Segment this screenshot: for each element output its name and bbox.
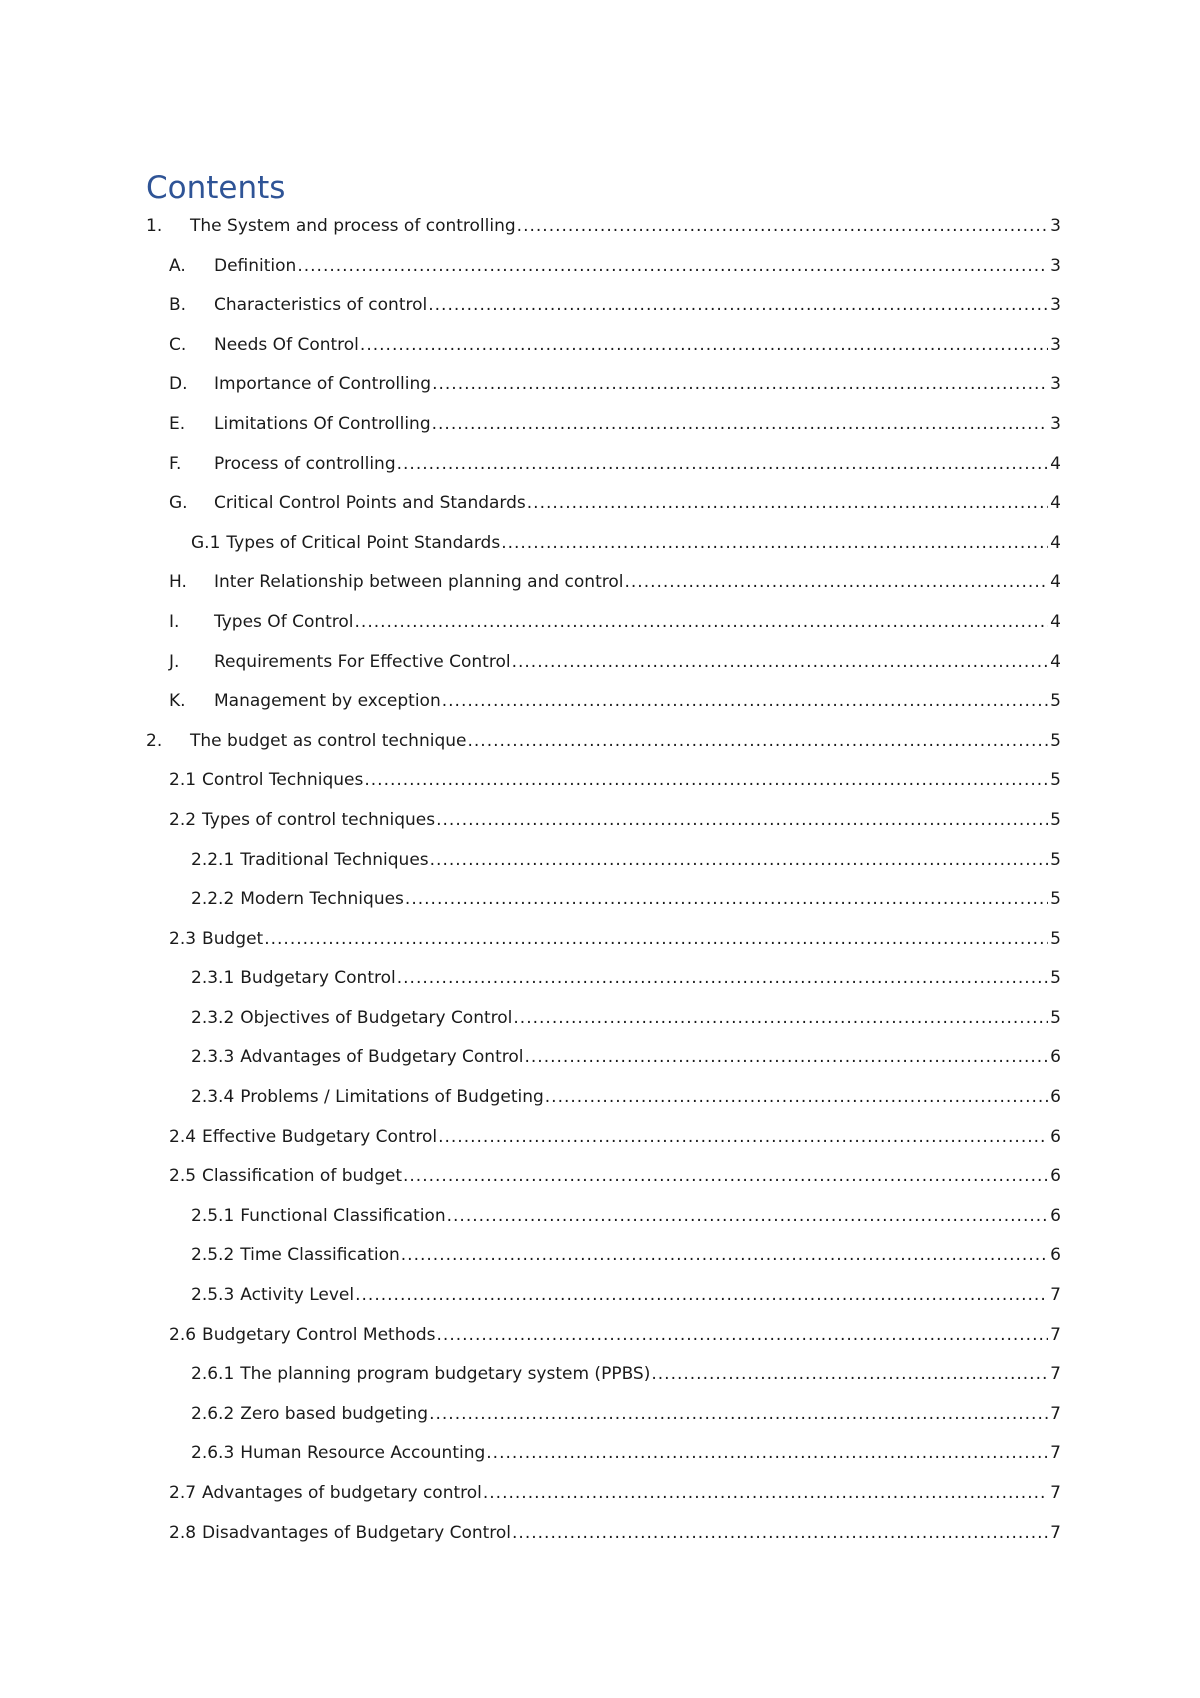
toc-dot-leader [429,1395,1048,1435]
toc-entry-title: Functional Classification [240,1205,446,1226]
toc-page-number: 5 [1050,770,1061,791]
toc-entry-title: Types of Critical Point Standards [226,532,501,553]
toc-entry[interactable] [146,1395,1061,1435]
toc-page-number: 5 [1050,809,1061,830]
toc-entry[interactable] [146,563,1061,603]
toc-dot-leader [355,1276,1048,1316]
toc-entry-title: Time Classification [240,1245,400,1266]
toc-dot-leader [430,841,1049,881]
toc-entry[interactable] [146,445,1061,485]
toc-entry-number: C. [169,334,187,355]
toc-entry-number: 2.3 [169,928,197,949]
toc-entry[interactable] [146,880,1061,920]
toc-entry-number: H. [169,572,187,593]
toc-entry-title: Importance of Controlling [214,374,432,395]
toc-dot-leader [467,722,1048,762]
toc-entry-number: 2.5.3 [191,1285,235,1306]
toc-entry-number: 2.3.4 [191,1087,235,1108]
toc-dot-leader [486,1434,1048,1474]
toc-entry-title: Classification of budget [202,1166,402,1187]
toc-dot-leader [436,801,1048,841]
toc-entry-number: 1. [146,216,163,236]
toc-page-number: 5 [1050,928,1061,949]
toc-entry-title: Control Techniques [202,770,364,791]
toc-entry-title: Advantages of Budgetary Control [240,1047,524,1068]
toc-entry-number: F. [169,453,182,474]
toc-entry[interactable] [146,1355,1061,1395]
toc-dot-leader [545,1078,1048,1118]
toc-entry-title: The planning program budgetary system (PPBS) [240,1364,651,1385]
toc-entry[interactable] [146,365,1061,405]
toc-entry-number: 2.4 [169,1126,197,1147]
toc-page-number: 4 [1050,453,1061,474]
toc-entry-number: K. [169,691,186,712]
table-of-contents [146,207,1061,1553]
toc-entry-title: Effective Budgetary Control [202,1126,438,1147]
toc-entry-title: Types Of Control [214,611,354,632]
toc-entry-title: Process of controlling [214,453,396,474]
toc-entry-number: 2.6.3 [191,1443,235,1464]
toc-entry-title: The System and process of controlling [190,216,516,236]
toc-entry[interactable] [146,326,1061,366]
toc-entry[interactable] [146,286,1061,326]
toc-dot-leader [624,563,1048,603]
toc-entry[interactable] [146,207,1061,247]
toc-entry-number: 2.3.2 [191,1007,235,1028]
toc-entry[interactable] [146,682,1061,722]
toc-entry-number: G. [169,493,188,514]
toc-page-number: 5 [1050,691,1061,712]
toc-dot-leader [355,603,1049,643]
toc-entry-number: E. [169,413,186,434]
toc-entry[interactable] [146,1276,1061,1316]
toc-entry-title: Limitations Of Controlling [214,413,431,434]
toc-entry-number: 2.6.2 [191,1403,235,1424]
toc-page-number: 5 [1050,1007,1061,1028]
toc-entry-number: B. [169,295,187,316]
toc-page-number: 3 [1050,255,1061,276]
toc-page-number: 6 [1050,1087,1061,1108]
toc-entry-number: 2.2.2 [191,889,235,910]
toc-page-number: 6 [1050,1166,1061,1187]
toc-entry[interactable] [146,761,1061,801]
toc-entry-number: 2.6.1 [191,1364,235,1385]
toc-entry[interactable] [146,1038,1061,1078]
toc-page-number: 7 [1050,1483,1061,1503]
toc-entry-number: D. [169,374,188,395]
toc-entry-number: 2.6 [169,1324,197,1345]
toc-entry[interactable] [146,1316,1061,1356]
toc-page-number: 6 [1050,1047,1061,1068]
toc-dot-leader [364,761,1048,801]
toc-entry[interactable] [146,1236,1061,1276]
toc-page-number: 7 [1050,1364,1061,1385]
toc-entry[interactable] [146,643,1061,683]
toc-entry-title: Objectives of Budgetary Control [240,1007,513,1028]
toc-page-number: 4 [1050,493,1061,514]
toc-page-number: 3 [1050,216,1061,236]
toc-entry-title: Critical Control Points and Standards [214,493,526,514]
toc-page-number: 3 [1050,374,1061,395]
toc-entry-title: Budget [202,928,264,949]
toc-entry-title: Needs Of Control [214,334,359,355]
toc-entry-title: Problems / Limitations of Budgeting [240,1087,544,1108]
toc-page-number: 5 [1050,968,1061,989]
toc-entry-number: 2.7 [169,1483,197,1503]
toc-entry[interactable] [146,1514,1061,1554]
toc-page-number: 5 [1050,849,1061,870]
toc-dot-leader [403,1157,1048,1197]
toc-heading: Contents [146,170,286,206]
toc-page-number: 5 [1050,730,1061,751]
toc-page-number: 4 [1050,532,1061,553]
toc-page-number: 7 [1050,1285,1061,1306]
toc-entry[interactable] [146,722,1061,762]
toc-entry[interactable] [146,405,1061,445]
toc-dot-leader [437,1316,1049,1356]
toc-entry-number: 2.5.1 [191,1205,235,1226]
toc-entry-title: Traditional Techniques [240,849,429,870]
toc-page-number: 5 [1050,889,1061,910]
toc-page-number: 7 [1050,1403,1061,1424]
toc-dot-leader [525,1038,1049,1078]
toc-page-number: 6 [1050,1205,1061,1226]
toc-entry-title: Requirements For Effective Control [214,651,511,672]
toc-entry[interactable] [146,1197,1061,1237]
toc-entry-number: I. [169,611,180,632]
toc-page-number: 4 [1050,651,1061,672]
toc-page-number: 3 [1050,413,1061,434]
toc-entry-title: The budget as control technique [190,730,467,751]
toc-dot-leader [428,286,1048,326]
toc-entry[interactable] [146,247,1061,287]
toc-entry[interactable] [146,484,1061,524]
toc-page-number: 3 [1050,295,1061,316]
toc-entry[interactable] [146,1078,1061,1118]
toc-entry[interactable] [146,603,1061,643]
toc-entry[interactable] [146,959,1061,999]
toc-entry-title: Definition [214,255,297,276]
toc-dot-leader [438,1118,1048,1158]
toc-page-number: 7 [1050,1324,1061,1345]
toc-entry-number: 2. [146,730,163,751]
toc-entry[interactable] [146,999,1061,1039]
toc-entry[interactable] [146,1118,1061,1158]
toc-dot-leader [264,920,1048,960]
toc-dot-leader [442,682,1048,722]
toc-entry[interactable] [146,1434,1061,1474]
toc-dot-leader [432,405,1049,445]
toc-dot-leader [397,445,1049,485]
toc-entry-number: G.1 [191,532,221,553]
toc-page-number: 7 [1050,1522,1061,1543]
toc-entry[interactable] [146,841,1061,881]
toc-entry-number: 2.2 [169,809,197,830]
toc-dot-leader [651,1355,1048,1395]
toc-entry[interactable] [146,920,1061,960]
toc-dot-leader [483,1474,1048,1514]
toc-entry-title: Disadvantages of Budgetary Control [202,1522,512,1543]
toc-dot-leader [512,643,1049,683]
toc-entry-title: Modern Techniques [240,889,404,910]
toc-dot-leader [447,1197,1049,1237]
toc-dot-leader [297,247,1048,287]
toc-entry-title: Zero based budgeting [240,1403,429,1424]
toc-entry-number: 2.3.3 [191,1047,235,1068]
toc-entry-title: Activity Level [240,1285,355,1306]
toc-entry-number: 2.3.1 [191,968,235,989]
toc-dot-leader [360,326,1048,366]
toc-entry-title: Human Resource Accounting [240,1443,486,1464]
toc-dot-leader [501,524,1048,564]
toc-entry[interactable] [146,1157,1061,1197]
toc-entry-title: Types of control techniques [202,809,436,830]
toc-entry-number: 2.8 [169,1522,197,1543]
toc-dot-leader [512,1514,1048,1554]
toc-dot-leader [401,1236,1048,1276]
toc-entry-number: 2.1 [169,770,197,791]
toc-page-number: 4 [1050,572,1061,593]
toc-page-number: 3 [1050,334,1061,355]
toc-entry[interactable] [146,524,1061,564]
toc-page-number: 6 [1050,1245,1061,1266]
toc-entry-number: 2.2.1 [191,849,235,870]
toc-page-number: 7 [1050,1443,1061,1464]
toc-entry-title: Management by exception [214,691,441,712]
toc-dot-leader [517,207,1049,247]
toc-dot-leader [397,959,1048,999]
toc-entry-title: Advantages of budgetary control [202,1483,482,1503]
toc-dot-leader [527,484,1048,524]
toc-dot-leader [405,880,1048,920]
toc-entry-number: A. [169,255,186,276]
toc-dot-leader [513,999,1048,1039]
toc-entry-number: 2.5.2 [191,1245,235,1266]
toc-entry-title: Characteristics of control [214,295,428,316]
toc-page-number: 6 [1050,1126,1061,1147]
toc-entry-title: Budgetary Control Methods [202,1324,436,1345]
toc-entry[interactable] [146,1474,1061,1514]
toc-page-number: 4 [1050,611,1061,632]
toc-entry-title: Budgetary Control [240,968,396,989]
toc-entry-number: J. [169,651,180,672]
toc-entry[interactable] [146,801,1061,841]
toc-dot-leader [432,365,1048,405]
toc-entry-number: 2.5 [169,1166,197,1187]
toc-entry-title: Inter Relationship between planning and control [214,572,624,593]
